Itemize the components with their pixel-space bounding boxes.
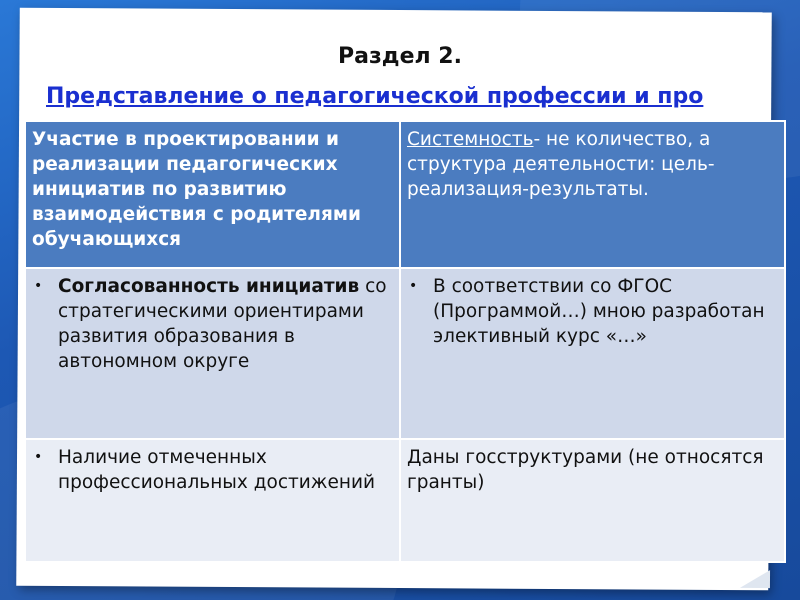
criteria-table [24, 120, 786, 563]
bullet-icon: • [409, 278, 418, 294]
header-cell-right [400, 121, 785, 268]
table-row [25, 439, 785, 562]
bullet-icon: • [34, 278, 43, 294]
header-cell-left: Участие в проектировании и реализации педагогических инициатив по развитию взаимодействия с родителями обучающихся [25, 121, 400, 268]
slide-subtitle-link[interactable]: Представление о педагогической профессии и про [46, 84, 704, 109]
slide-subtitle-container [46, 80, 746, 118]
bold-phrase: Согласованность инициатив [58, 276, 360, 297]
table-row [25, 268, 785, 439]
systemness-term: Системность [407, 129, 534, 150]
row1-cell-left [25, 268, 400, 439]
bullet-item [32, 274, 393, 374]
paper-corner-fold [740, 570, 770, 588]
bullet-text: В соответствии со ФГОС (Программой…) мною разработан элективный курс «…» [433, 276, 765, 347]
row1-cell-right [400, 268, 785, 439]
table-header-row [25, 121, 785, 268]
bullet-icon: • [34, 449, 43, 465]
bullet-text: Наличие отмеченных профессиональных достижений [58, 447, 376, 493]
row2-cell-left [25, 439, 400, 562]
bullet-text [58, 274, 393, 374]
systemness-definition: - не количество, а структура деятельности: цель-реализация-результаты. [407, 129, 715, 200]
row2-cell-right: Даны госструктурами (не относятся гранты) [400, 439, 785, 562]
slide-title: Раздел 2. [338, 44, 462, 69]
regular-phrase: со стратегическими ориентирами развития образования в автономном округе [58, 276, 387, 372]
bullet-item [32, 445, 393, 495]
bullet-item [407, 274, 778, 349]
